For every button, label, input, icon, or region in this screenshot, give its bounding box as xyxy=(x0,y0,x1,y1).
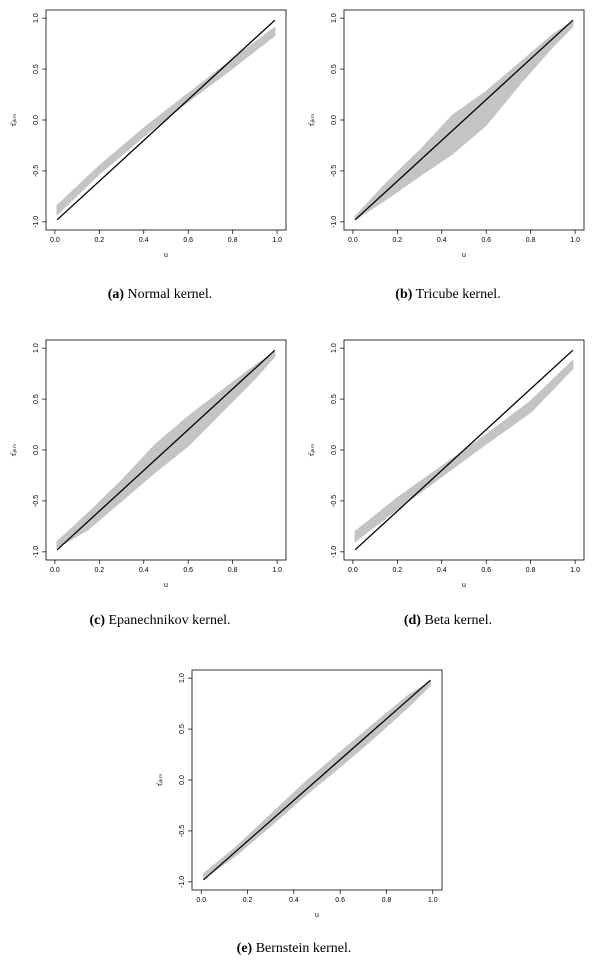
x-tick-label-b-3: 0.6 xyxy=(481,237,492,244)
x-tick-label-c-3: 0.6 xyxy=(183,567,194,574)
chart-svg-a xyxy=(0,0,297,270)
truth-line-c xyxy=(57,350,275,550)
y-tick-label-a-1: -0.5 xyxy=(33,164,40,177)
x-tick-label-c-4: 0.8 xyxy=(227,567,238,574)
caption-d xyxy=(288,613,595,629)
y-tick-label-a-2: 0.0 xyxy=(33,115,40,125)
y-tick-label-a-3: 0.5 xyxy=(33,64,40,74)
y-tick-label-c-1: -0.5 xyxy=(33,494,40,507)
chart-panel-d xyxy=(298,330,595,640)
caption-d-tag: (d) xyxy=(403,613,421,628)
caption-d-text: Beta kernel. xyxy=(424,613,493,628)
y-axis-title-e: τ̂ᵢⱼₖₘ xyxy=(157,773,164,787)
band-d xyxy=(355,360,573,541)
y-tick-label-a-0: -1.0 xyxy=(33,215,40,228)
x-tick-label-e-2: 0.4 xyxy=(288,897,299,904)
y-tick-label-d-2: 0.0 xyxy=(331,445,338,455)
caption-a-tag: (a) xyxy=(107,287,125,302)
x-tick-label-c-0: 0.0 xyxy=(50,567,60,574)
y-tick-label-e-0: -1.0 xyxy=(179,875,186,888)
x-tick-label-e-4: 0.8 xyxy=(381,897,392,904)
chart-svg-d xyxy=(298,330,595,600)
y-tick-label-e-1: -0.5 xyxy=(179,824,186,837)
y-tick-label-d-3: 0.5 xyxy=(331,394,338,404)
band-a xyxy=(57,27,275,214)
caption-e xyxy=(134,941,454,957)
chart-panel-e xyxy=(146,660,443,964)
caption-c-tag: (c) xyxy=(89,613,105,628)
caption-a-text: Normal kernel. xyxy=(127,287,213,302)
y-tick-label-b-0: -1.0 xyxy=(331,215,338,228)
y-axis-title-c: τ̂ᵢⱼₖₘ xyxy=(11,443,18,457)
chart-panel-b xyxy=(298,0,595,310)
x-axis-title-b: u xyxy=(462,252,466,259)
y-tick-label-d-0: -1.0 xyxy=(331,545,338,558)
y-tick-label-e-3: 0.5 xyxy=(179,724,186,734)
x-tick-label-e-0: 0.0 xyxy=(196,897,207,904)
truth-line-a xyxy=(57,20,275,220)
caption-b-text: Tricube kernel. xyxy=(415,287,501,302)
x-tick-label-b-5: 1.0 xyxy=(570,237,580,244)
caption-e-tag: (e) xyxy=(236,941,253,956)
x-tick-label-a-5: 1.0 xyxy=(272,237,282,244)
chart-svg-e xyxy=(146,660,443,935)
x-tick-label-b-0: 0.0 xyxy=(348,237,358,244)
y-axis-title-d: τ̂ᵢⱼₖₘ xyxy=(309,443,316,457)
x-tick-label-b-2: 0.4 xyxy=(436,237,447,244)
x-tick-label-a-1: 0.2 xyxy=(94,237,105,244)
x-tick-label-d-3: 0.6 xyxy=(481,567,492,574)
x-tick-label-d-4: 0.8 xyxy=(525,567,536,574)
y-tick-label-c-0: -1.0 xyxy=(33,545,40,558)
y-tick-label-b-4: 1.0 xyxy=(331,13,338,24)
x-axis-title-c: u xyxy=(164,582,168,589)
x-tick-label-d-0: 0.0 xyxy=(348,567,358,574)
y-axis-title-a: τ̂ᵢⱼₖₘ xyxy=(11,113,18,127)
y-axis-title-b: τ̂ᵢⱼₖₘ xyxy=(309,113,316,127)
caption-e-text: Bernstein kernel. xyxy=(255,941,352,956)
y-tick-label-a-4: 1.0 xyxy=(33,13,40,24)
chart-panel-a xyxy=(0,0,297,310)
caption-c-text: Epanechnikov kernel. xyxy=(108,613,231,628)
x-tick-label-a-4: 0.8 xyxy=(227,237,238,244)
x-axis-title-d: u xyxy=(462,582,466,589)
x-tick-label-b-1: 0.2 xyxy=(392,237,403,244)
x-tick-label-d-1: 0.2 xyxy=(392,567,403,574)
truth-line-e xyxy=(204,680,431,880)
y-tick-label-b-1: -0.5 xyxy=(331,164,338,177)
truth-line-b xyxy=(355,20,573,220)
x-tick-label-b-4: 0.8 xyxy=(525,237,536,244)
y-tick-label-d-1: -0.5 xyxy=(331,494,338,507)
caption-b-tag: (b) xyxy=(395,287,413,302)
y-tick-label-c-3: 0.5 xyxy=(33,394,40,404)
caption-b xyxy=(288,287,595,303)
x-tick-label-a-3: 0.6 xyxy=(183,237,194,244)
x-tick-label-e-1: 0.2 xyxy=(242,897,253,904)
x-tick-label-c-5: 1.0 xyxy=(272,567,282,574)
y-tick-label-b-3: 0.5 xyxy=(331,64,338,74)
x-tick-label-a-2: 0.4 xyxy=(138,237,149,244)
y-tick-label-e-4: 1.0 xyxy=(179,673,186,684)
x-tick-label-c-1: 0.2 xyxy=(94,567,105,574)
y-tick-label-d-4: 1.0 xyxy=(331,343,338,354)
chart-svg-b xyxy=(298,0,595,270)
caption-a xyxy=(0,287,320,303)
y-tick-label-b-2: 0.0 xyxy=(331,115,338,125)
y-tick-label-c-4: 1.0 xyxy=(33,343,40,354)
x-tick-label-c-2: 0.4 xyxy=(138,567,149,574)
chart-svg-c xyxy=(0,330,297,600)
y-tick-label-e-2: 0.0 xyxy=(179,775,186,785)
x-tick-label-d-5: 1.0 xyxy=(570,567,580,574)
chart-panel-c xyxy=(0,330,297,640)
y-tick-label-c-2: 0.0 xyxy=(33,445,40,455)
x-tick-label-a-0: 0.0 xyxy=(50,237,60,244)
x-axis-title-e: u xyxy=(315,912,319,919)
x-tick-label-e-5: 1.0 xyxy=(427,897,438,904)
x-tick-label-d-2: 0.4 xyxy=(436,567,447,574)
x-tick-label-e-3: 0.6 xyxy=(335,897,346,904)
x-axis-title-a: u xyxy=(164,252,168,259)
caption-c xyxy=(0,613,320,629)
truth-line-d xyxy=(355,350,573,550)
